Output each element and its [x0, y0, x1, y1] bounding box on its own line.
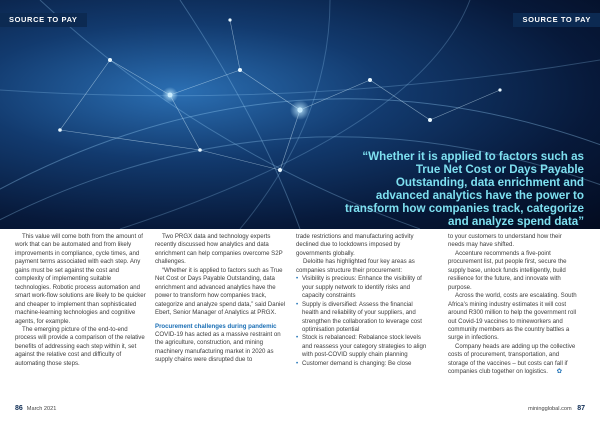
paragraph: This value will come both from the amount of work that can be automated and from likely improvements in compliance, cycle times, and payment terms associated with each step. Any gains must be set against the cost and complexity of implementing suitable technologies. Robotic process automation and smart work-flow solutions are likely to be quicker and cheaper to implement than sophisticated machine-learning technologies and cognitive agents, for example. [15, 233, 146, 325]
paragraph: Accenture recommends a five-point procurement list, put people first, secure the supply base, unlock funds intelligently, build resilience for the future, and innovate with purpose. [448, 249, 567, 291]
paragraph [448, 343, 580, 377]
website: miningglobal.com [528, 406, 572, 412]
paragraph-text: Company heads are adding up the collective costs of procurement, transportation, and storage of the vaccines – but costs can fall if companies club together on logistics. [448, 342, 576, 376]
bullet-list [296, 275, 428, 368]
section-tag-right: SOURCE TO PAY [513, 13, 600, 27]
footer-left [15, 405, 56, 412]
paragraph: The emerging picture of the end-to-end process will provide a comparison of the relative benefits of addressing each step within it, set against the relative cost and difficulty of automating those steps. [15, 325, 145, 367]
list-item: • Stock is rebalanced: Rebalance stock levels and reassess your category strategies to align with post-COVID supply chain planning [296, 334, 428, 359]
list-item: • Visibility is precious: Enhance the visibility of your supply network to identify risks and capacity constraints [296, 275, 428, 300]
page-number-right: 87 [577, 405, 585, 412]
paragraph: COVID-19 has acted as a massive restraint on the agriculture, construction, and mining machinery manufacturing market in 2020 as supply chains were disrupted due to [155, 330, 281, 364]
paragraph: “Whether it is applied to factors such as True Net Cost or Days Payable Outstanding, data enrichment and advanced analytics have the power to transform how companies track, categorize and analyze spend data,” said Daniel Ebert, Senior Manager of Analytics at PRGX. [155, 266, 286, 317]
subheading: Procurement challenges during pandemic [155, 322, 277, 330]
text-column-2 [155, 233, 287, 365]
paragraph: Across the world, costs are escalating. South Africa’s mining industry estimates it will cost around R300 million to help the government roll out Covid-19 vaccines to mineworkers and community members as the country battles a surge in infections. [448, 292, 577, 342]
issue-date: March 2021 [26, 406, 57, 412]
text-column-4 [448, 233, 580, 377]
pull-quote: “Whether it is applied to factors such as True Net Cost or Days Payable Outstanding, data enrichment and advanced analytics have the power to transform how companies track, categorize and analyze spend data” [344, 150, 584, 228]
section-tag-left: SOURCE TO PAY [0, 13, 87, 27]
footer-right [528, 405, 585, 412]
list-item: • Customer demand is changing: Be close [296, 360, 428, 368]
list-item: • Supply is diversified: Assess the financial health and reliability of your suppliers, and strengthen the collaboration to leverage cost optimisation potential [296, 301, 428, 335]
paragraph: Two PRGX data and technology experts recently discussed how analytics and data enrichment can help companies overcome S2P challenges. [155, 233, 283, 266]
page-number-left: 86 [15, 405, 23, 412]
paragraph: Deloitte has highlighted four key areas as companies structure their procurement: [296, 258, 415, 274]
text-column-1 [15, 233, 147, 368]
paragraph: to your customers to understand how their needs may have shifted. [448, 233, 562, 249]
paragraph: trade restrictions and manufacturing activity declined due to lockdowns imposed by governments globally. [296, 233, 414, 257]
end-mark-icon: ✿ [556, 368, 563, 376]
text-column-3 [296, 233, 428, 368]
